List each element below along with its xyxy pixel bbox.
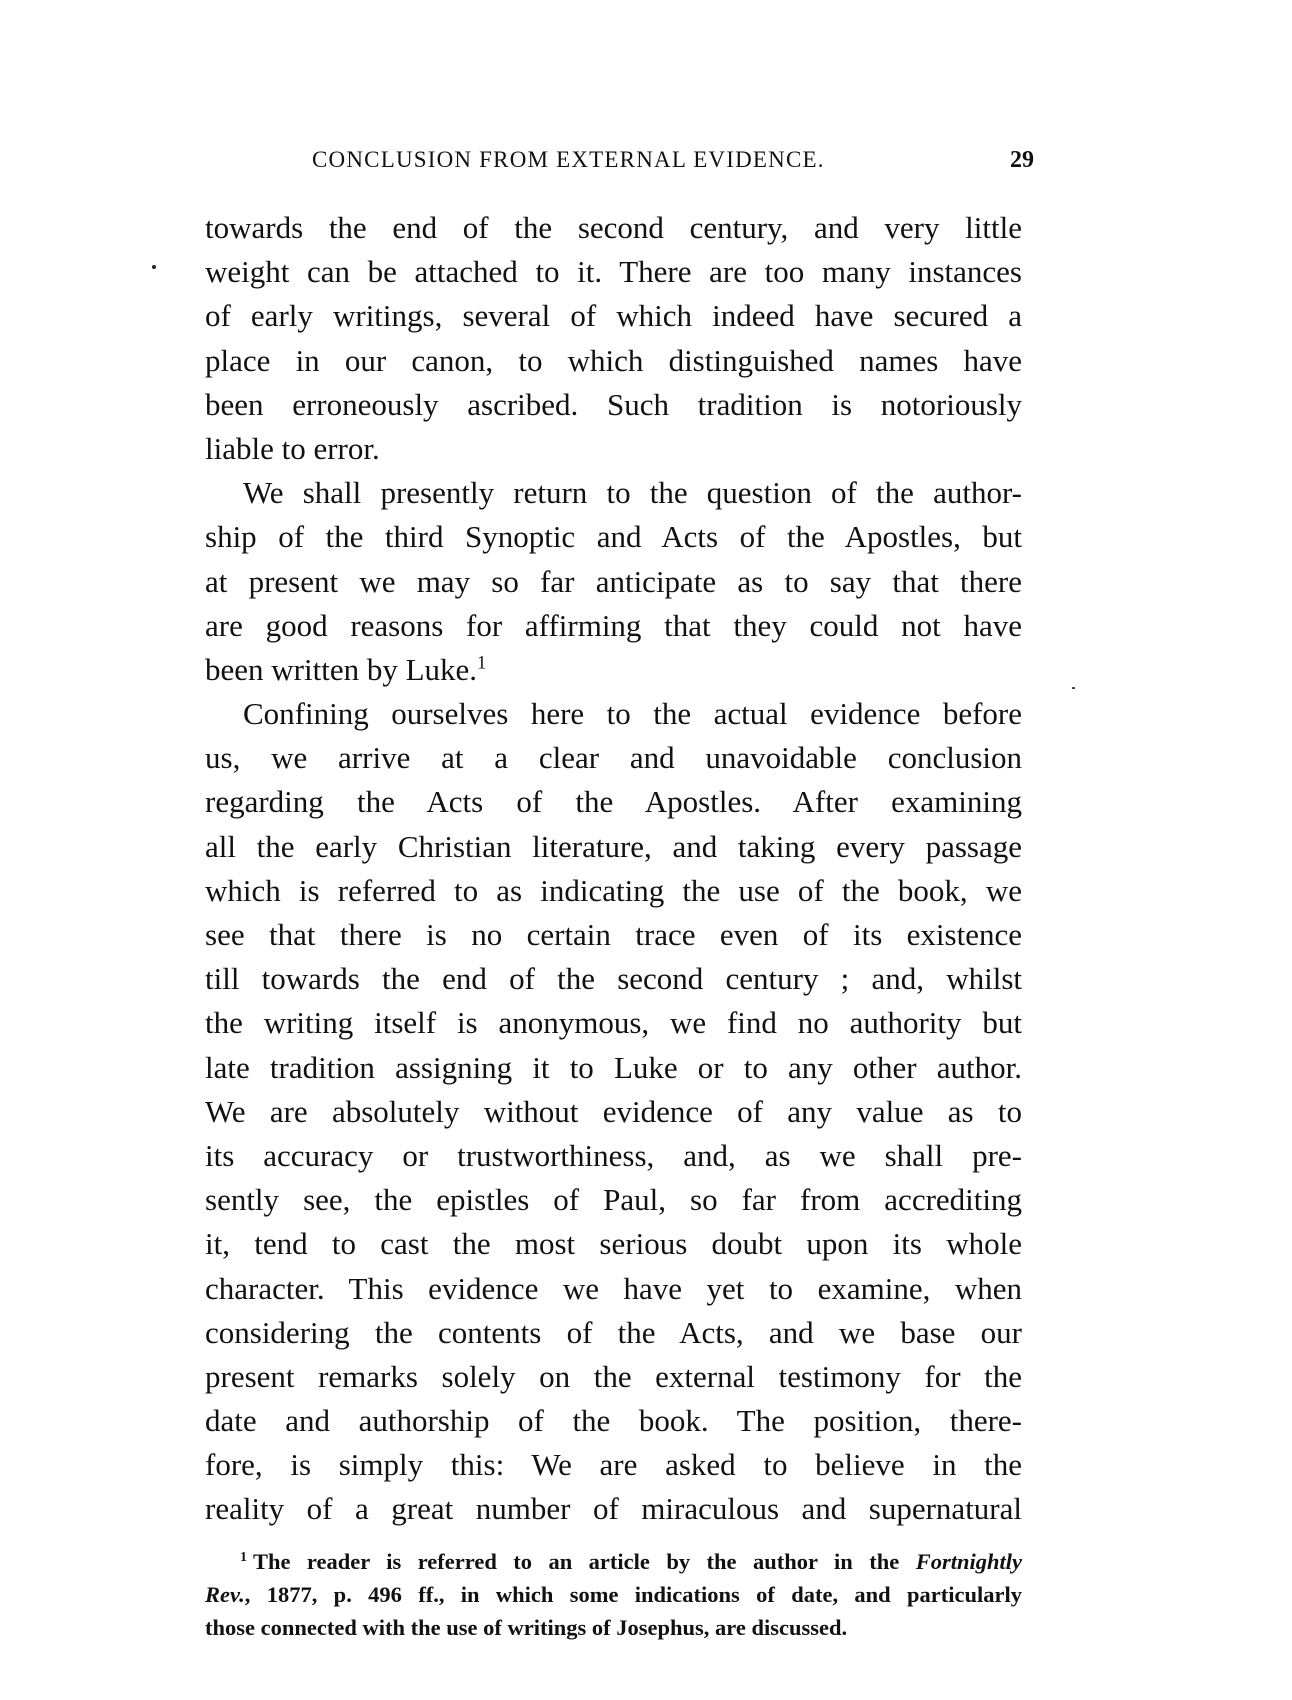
text-line: us, we arrive at a clear and unavoidable conclusion: [205, 740, 1022, 776]
text-line: regarding the Acts of the Apostles. After examining: [205, 784, 1022, 820]
text-line: ship of the third Synoptic and Acts of the Apostles, but: [205, 519, 1022, 555]
print-speck: [1072, 687, 1075, 689]
text-line-content: been written by Luke.: [205, 651, 478, 687]
print-speck: [152, 265, 156, 269]
text-line: its accuracy or trustworthiness, and, as we shall pre-: [205, 1137, 1022, 1173]
footnote-text: , 1877, p. 496 ff., in which some indications of date, and particularly: [244, 1582, 1022, 1607]
footnote-journal-title: Fortnightly: [915, 1549, 1022, 1574]
footnote-journal-abbrev: Rev.: [205, 1582, 245, 1607]
footnote: [205, 1545, 1022, 1644]
running-title: CONCLUSION FROM EXTERNAL EVIDENCE.: [312, 147, 825, 172]
footnote-line: [205, 1545, 1022, 1578]
text-line: date and authorship of the book. The position, there-: [205, 1403, 1022, 1439]
text-line: at present we may so far anticipate as to say that there: [205, 563, 1022, 599]
text-line: We shall presently return to the question of the author-: [243, 475, 1022, 511]
text-line: late tradition assigning it to Luke or to any other author.: [205, 1049, 1022, 1085]
text-line: We are absolutely without evidence of any value as to: [205, 1093, 1022, 1129]
text-line: which is referred to as indicating the use of the book, we: [205, 872, 1022, 908]
text-line: of early writings, several of which indeed have secured a: [205, 298, 1022, 334]
text-line: reality of a great number of miraculous and supernatural: [205, 1491, 1022, 1527]
text-line: character. This evidence we have yet to examine, when: [205, 1270, 1022, 1306]
text-line: see that there is no certain trace even of its existence: [205, 917, 1022, 952]
text-line: all the early Christian literature, and taking every passage: [205, 828, 1022, 864]
text-line: are good reasons for affirming that they could not have: [205, 607, 1022, 643]
footnote-reference[interactable]: 1: [477, 652, 487, 674]
body-text: [205, 206, 1022, 1532]
text-line: been erroneously ascribed. Such tradition is notoriously: [205, 386, 1022, 422]
text-line: place in our canon, to which distinguished names have: [205, 342, 1022, 378]
text-line: it, tend to cast the most serious doubt upon its whole: [205, 1226, 1022, 1262]
page-number: 29: [1010, 147, 1034, 173]
text-line: towards the end of the second century, and very little: [205, 210, 1022, 245]
text-line: till towards the end of the second century ; and, whilst: [205, 961, 1022, 997]
text-line: considering the contents of the Acts, and we base our: [205, 1314, 1022, 1350]
footnote-line: those connected with the use of writings of Josephus, are discussed.: [205, 1615, 848, 1640]
text-line: liable to error.: [205, 430, 380, 466]
text-line: weight can be attached to it. There are too many instances: [205, 254, 1022, 290]
text-line: [205, 648, 1022, 692]
text-line: the writing itself is anonymous, we find no authority but: [205, 1005, 1022, 1041]
footnote-line: [205, 1578, 1022, 1611]
footnote-text: The reader is referred to an article by the author in the: [252, 1549, 900, 1574]
text-line: present remarks solely on the external testimony for the: [205, 1358, 1022, 1394]
text-line: fore, is simply this: We are asked to believe in the: [205, 1447, 1022, 1483]
text-line: Confining ourselves here to the actual evidence before: [243, 696, 1022, 732]
footnote-marker: 1: [240, 1549, 247, 1565]
text-line: sently see, the epistles of Paul, so far from accrediting: [205, 1182, 1022, 1218]
running-header: [312, 140, 1034, 180]
